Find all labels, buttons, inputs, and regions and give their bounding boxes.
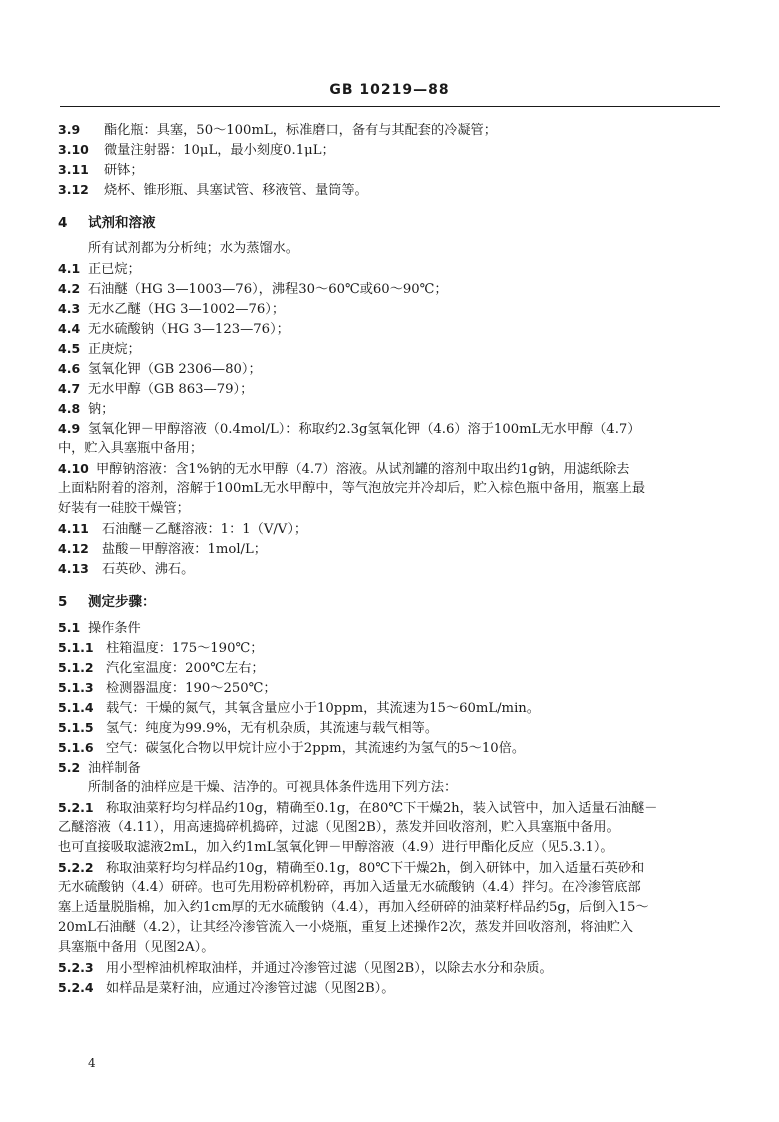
item-number: 5.1.4: [58, 700, 94, 715]
item-text: 氢气：纯度为99.9%，无有机杂质，其流速与载气相等。: [106, 721, 439, 736]
item-number: 4.7: [58, 381, 81, 396]
item-text: 钠；: [88, 402, 115, 417]
item-text: 载气：干燥的氮气，其氧含量应小于10ppm，其流速为15～60mL/min。: [106, 701, 540, 716]
item-number: 4.2: [58, 281, 81, 296]
item-number: 4.9: [58, 421, 81, 436]
item-text: 石油醚－乙醚溶液：1：1（V/V）；: [102, 522, 308, 537]
section-title: 试剂和溶液: [88, 215, 156, 231]
item-number: 5.2.3: [58, 960, 94, 975]
item-continuation: 中，贮入具塞瓶中备用；: [58, 441, 204, 456]
item-number: 5.2.4: [58, 980, 94, 995]
list-item: [58, 120, 724, 140]
subsection-heading: [58, 618, 724, 638]
item-text: 空气：碳氢化合物以甲烷计应小于2ppm，其流速约为氢气的5～10倍。: [106, 741, 526, 756]
item-number: 5.1.2: [58, 660, 94, 675]
list-item: [58, 738, 724, 758]
item-number: 5.2: [58, 760, 81, 775]
list-item: [58, 399, 724, 419]
item-number: 4.1: [58, 261, 81, 276]
item-continuation: 也可直接吸取滤液2mL，加入约1mL氢氧化钾－甲醇溶液（4.9）进行甲酯化反应（见5.3.1）。: [58, 840, 614, 855]
item-text: 酯化瓶：具塞，50～100mL，标准磨口，备有与其配套的冷凝管；: [104, 123, 497, 138]
item-continuation: 无水硫酸钠（4.4）研碎。也可先用粉碎机粉碎，再加入适量无水硫酸钠（4.4）拌匀。在冷渗管底部: [58, 880, 641, 895]
item-text: 称取油菜籽均匀样品约10g，精确至0.1g，80℃下干燥2h，倒入研钵中，加入适量石英砂和: [106, 861, 645, 876]
item-number: 5.1.1: [58, 640, 94, 655]
item-number: 3.12: [58, 182, 89, 197]
paragraph: 所制备的油样应是干燥、洁净的。可视具体条件选用下列方法：: [88, 780, 458, 795]
list-item: [58, 279, 724, 299]
list-item: [58, 140, 724, 160]
item-text: 盐酸－甲醇溶液：1mol/L；: [102, 542, 267, 557]
list-item: [58, 978, 724, 998]
item-number: 3.10: [58, 142, 89, 157]
list-item: [58, 678, 724, 698]
item-text: 柱箱温度：175～190℃；: [106, 641, 264, 656]
item-number: 3.11: [58, 162, 89, 177]
item-text: 研钵；: [104, 163, 144, 178]
item-text: 无水甲醇（GB 863—79）；: [88, 382, 254, 397]
item-continuation: 乙醚溶液（4.11），用高速捣碎机捣碎，过滤（见图2B），蒸发并回收溶剂，贮入具塞瓶中备用。: [58, 820, 620, 835]
list-item: [58, 299, 724, 319]
item-text: 操作条件: [88, 621, 141, 636]
item-continuation: 上面粘附着的溶剂，溶解于100mL无水甲醇中，等气泡放完并冷却后，贮入棕色瓶中备用，瓶塞上最: [58, 481, 646, 496]
list-item: [58, 718, 724, 738]
item-text: 如样品是菜籽油，应通过冷渗管过滤（见图2B）。: [106, 981, 395, 996]
item-number: 4.5: [58, 341, 81, 356]
item-text: 无水乙醚（HG 3—1002—76）；: [88, 302, 286, 317]
item-number: 5.1.3: [58, 680, 94, 695]
item-number: 5.2.1: [58, 800, 94, 815]
list-item: [58, 419, 724, 439]
item-text: 汽化室温度：200℃左右；: [106, 661, 265, 676]
item-text: 正庚烷；: [88, 342, 141, 357]
item-number: 5.1: [58, 620, 81, 635]
item-continuation: 具塞瓶中备用（见图2A）。: [58, 940, 215, 955]
list-item: [58, 359, 724, 379]
item-text: 用小型榨油机榨取油样，并通过冷渗管过滤（见图2B），以除去水分和杂质。: [106, 961, 553, 976]
item-number: 4.4: [58, 321, 81, 336]
item-number: 4.10: [58, 461, 89, 476]
list-item: [58, 519, 724, 539]
list-item: [58, 160, 724, 180]
item-text: 甲醇钠溶液：含1%钠的无水甲醇（4.7）溶液。从试剂罐的溶剂中取出约1g钠，用滤纸除去: [96, 462, 630, 477]
item-text: 正已烷；: [88, 262, 141, 277]
list-item: [58, 379, 724, 399]
item-text: 微量注射器：10μL，最小刻度0.1μL；: [104, 143, 335, 158]
item-text: 石英砂、沸石。: [102, 562, 195, 577]
list-item: [58, 559, 724, 579]
document-body: [58, 120, 724, 998]
list-item: [58, 658, 724, 678]
list-item: [58, 858, 724, 878]
list-item: [58, 259, 724, 279]
item-number: 4.13: [58, 561, 89, 576]
paragraph: 所有试剂都为分析纯；水为蒸馏水。: [88, 241, 299, 256]
item-continuation: 塞上适量脱脂棉，加入约1cm厚的无水硫酸钠（4.4），再加入经研碎的油菜籽样品约5g，后倒入15～: [58, 900, 649, 915]
item-continuation: 20mL石油醚（4.2），让其经冷渗管流入一小烧瓶，重复上述操作2次，蒸发并回收溶剂，将油贮入: [58, 920, 634, 935]
subsection-heading: [58, 758, 724, 778]
item-number: 5.1.5: [58, 720, 94, 735]
section-number: 4: [58, 215, 68, 231]
item-text: 称取油菜籽均匀样品约10g，精确至0.1g，在80℃下干燥2h，装入试管中，加入适量石油醚－: [106, 801, 658, 816]
page-header-title: GB 10219—88: [329, 82, 450, 98]
list-item: [58, 459, 724, 479]
item-number: 3.9: [58, 122, 81, 137]
item-text: 氢氧化钾（GB 2306—80）；: [88, 362, 262, 377]
item-number: 5.2.2: [58, 860, 94, 875]
page-number: 4: [88, 1056, 96, 1070]
item-text: 无水硫酸钠（HG 3—123—76）；: [88, 322, 290, 337]
section-title: 测定步骤：: [88, 594, 156, 610]
list-item: [58, 180, 724, 200]
item-text: 油样制备: [88, 761, 141, 776]
item-text: 检测器温度：190～250℃；: [106, 681, 277, 696]
item-number: 4.11: [58, 521, 89, 536]
item-text: 氢氧化钾－甲醇溶液（0.4mol/L）：称取约2.3g氢氧化钾（4.6）溶于100mL无水甲醇（4.7）: [88, 422, 641, 437]
section-heading: [58, 213, 724, 233]
item-number: 4.6: [58, 361, 81, 376]
list-item: [58, 798, 724, 818]
list-item: [58, 958, 724, 978]
section-heading: [58, 592, 724, 612]
item-text: 石油醚（HG 3—1003—76），沸程30～60℃或60～90℃；: [88, 282, 448, 297]
header-rule: [60, 106, 720, 107]
item-text: 烧杯、锥形瓶、具塞试管、移液管、量筒等。: [104, 183, 368, 198]
item-continuation: 好装有一硅胶干燥管；: [58, 501, 190, 516]
list-item: [58, 339, 724, 359]
list-item: [58, 638, 724, 658]
item-number: 5.1.6: [58, 740, 94, 755]
list-item: [58, 698, 724, 718]
section-number: 5: [58, 594, 68, 610]
item-number: 4.8: [58, 401, 81, 416]
item-number: 4.3: [58, 301, 81, 316]
item-number: 4.12: [58, 541, 89, 556]
list-item: [58, 319, 724, 339]
list-item: [58, 539, 724, 559]
